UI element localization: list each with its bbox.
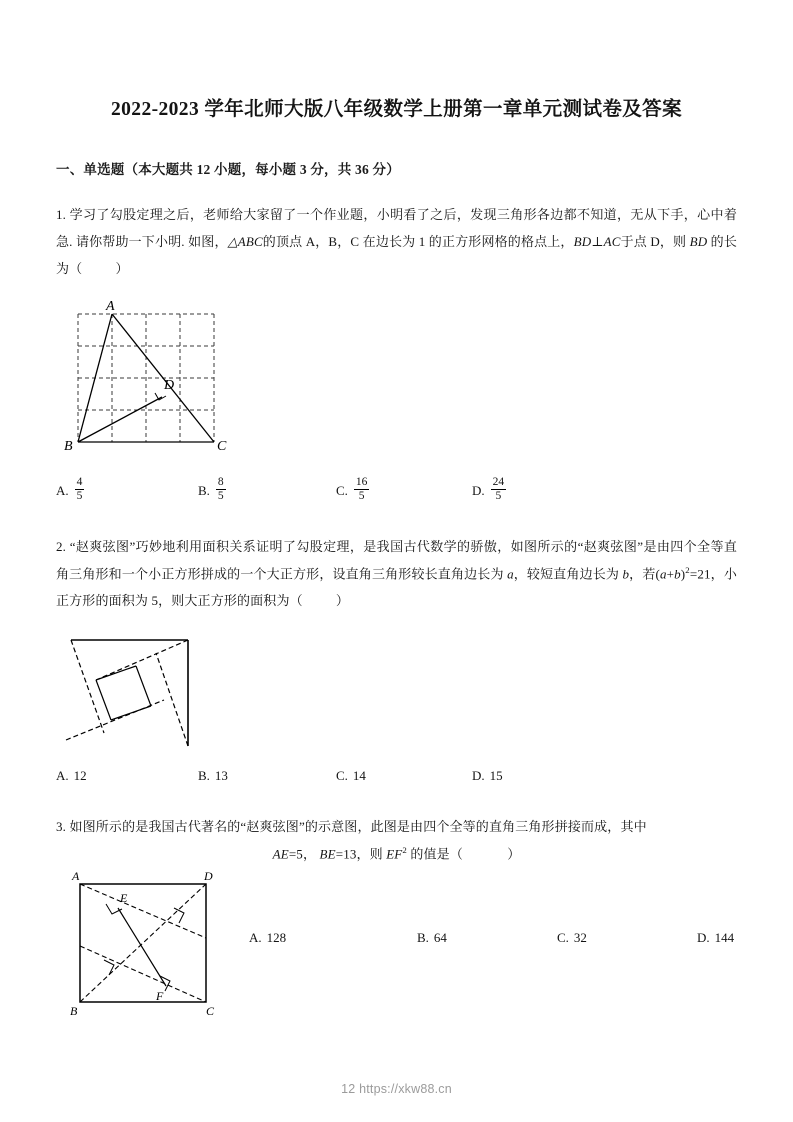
footer-watermark: 12 https://xkw88.cn (341, 1082, 452, 1096)
question-3-figure-row (56, 868, 737, 1018)
question-1-line-3a: 于点 D，则 (620, 233, 690, 249)
option-a-value: 12 (73, 768, 87, 784)
option-d-denominator: 5 (495, 490, 502, 503)
question-3-close: ） (507, 846, 521, 862)
question-3-option-d[interactable] (697, 930, 734, 946)
question-2-line-2b: ，较短直角 (513, 565, 580, 581)
label-f: F (156, 988, 164, 1003)
question-3-ae-segment: AE (272, 846, 289, 862)
question-2-option-c[interactable] (336, 768, 472, 784)
question-3-line-1: 如图所示的是我国古代著名的“赵爽弦图”的示意图，此图是由四个全等的直角三角形拼接而成，其中 (69, 819, 647, 835)
question-1-answer-blank (82, 261, 115, 276)
label-a: A (106, 299, 115, 315)
option-c-fraction (354, 476, 370, 503)
question-3-tail: 的值是（ (406, 846, 463, 862)
option-c-label: C. (336, 482, 348, 498)
question-1-option-a[interactable] (56, 477, 198, 504)
label-b: B (64, 439, 73, 455)
question-1-bd-length: BD (689, 233, 708, 249)
option-d-value: 15 (489, 768, 503, 784)
question-1 (56, 202, 737, 504)
question-3 (56, 814, 737, 1018)
question-2-formula-exponent: 2 (685, 564, 690, 575)
option-b-fraction (216, 476, 226, 503)
question-1-options (56, 477, 737, 504)
label-d: D (204, 868, 213, 883)
option-c-numerator: 16 (355, 476, 368, 489)
question-2-line-1: “赵爽弦图”巧妙地利用面积关系证明了勾股定理，是我国古代数学的骄傲，如图所示的“赵爽弦图” (69, 539, 644, 555)
ef-segment-line (118, 908, 166, 986)
question-2-line-3a: 边长为 (579, 565, 623, 581)
question-2-line-3c: ，小正方形的面积为 5，则大正方形的面积为（ (56, 565, 737, 608)
question-2-line-3b: ，若 (629, 565, 656, 581)
question-3-options (249, 868, 734, 946)
option-d-label: D. (472, 482, 485, 498)
option-d-value: 144 (714, 929, 735, 945)
section-header: 一、单选题（本大题共 12 小题，每小题 3 分，共 36 分） (56, 162, 400, 178)
label-e: E (120, 890, 128, 905)
question-2-formula-plus: + (666, 565, 675, 581)
option-a-label: A. (249, 929, 262, 945)
square-abcd-ef-figure (56, 868, 231, 1018)
question-2-formula-a: a (660, 565, 667, 581)
question-1-line-2a: 手，心中着急. 请你帮助一下小明. 如图， (56, 207, 737, 249)
right-angle-mark-d (155, 393, 166, 400)
grid-lines (78, 314, 214, 442)
option-c-label: C. (557, 929, 569, 945)
question-3-option-c[interactable] (557, 930, 697, 946)
question-2-formula-open: ( (655, 565, 660, 581)
question-2-answer-blank (303, 593, 336, 608)
option-b-value: 64 (433, 929, 447, 945)
question-1-number: 1. (56, 207, 67, 223)
question-2-text (56, 534, 737, 614)
option-b-label: B. (417, 929, 429, 945)
question-1-option-c[interactable] (336, 477, 472, 504)
question-1-figure-wrap (56, 296, 737, 461)
question-3-ef-segment: EF (386, 846, 403, 862)
option-b-value: 13 (214, 768, 228, 784)
question-2-var-b: b (622, 565, 630, 581)
option-c-value: 14 (352, 768, 366, 784)
question-2-line-3d: ） (335, 592, 350, 608)
question-3-option-a[interactable] (249, 930, 417, 946)
option-b-denominator: 5 (217, 490, 224, 503)
question-1-line-1: 学习了勾股定理之后，老师给大家留了一个作业题，小明看了之后，发现三角形各边都不知道，无从下 (69, 207, 671, 223)
option-d-label: D. (697, 929, 710, 945)
option-b-label: B. (198, 482, 210, 498)
label-c: C (217, 439, 227, 455)
option-a-numerator: 4 (76, 476, 83, 489)
label-b: B (70, 1003, 78, 1018)
option-a-label: A. (56, 482, 69, 498)
option-d-numerator: 24 (492, 476, 505, 489)
question-1-line-3c: ） (115, 260, 129, 276)
question-3-option-b[interactable] (417, 930, 557, 946)
question-2-option-b[interactable] (198, 768, 336, 784)
question-1-line-2b: 的顶点 A，B，C 在边长为 1 的正方形网格的格点上， (262, 233, 574, 249)
option-c-label: C. (336, 768, 348, 784)
question-2-var-a: a (507, 565, 514, 581)
question-3-separator: ， (302, 846, 317, 862)
option-a-label: A. (56, 768, 69, 784)
question-3-number: 3. (56, 819, 67, 835)
altitude-bd-line (78, 397, 162, 442)
question-1-ac-segment: AC (603, 233, 621, 249)
question-2-option-d[interactable] (472, 768, 503, 784)
question-2-figure-wrap (56, 628, 737, 758)
question-3-ef-exponent: 2 (402, 844, 407, 855)
question-3-be-segment: BE (319, 846, 336, 862)
question-3-ae-value: =5 (288, 846, 303, 862)
right-angle-marks (104, 904, 184, 991)
pinwheel-inner-square (96, 666, 151, 720)
question-3-answer-blank (463, 846, 507, 861)
question-1-option-b[interactable] (198, 477, 336, 504)
pinwheel-arms (66, 640, 188, 746)
question-2-number: 2. (56, 539, 67, 555)
option-b-label: B. (198, 768, 210, 784)
question-2-options (56, 768, 737, 784)
pinwheel-solid-edges (71, 640, 188, 746)
option-a-denominator: 5 (76, 490, 83, 503)
option-a-fraction (75, 476, 85, 503)
question-2 (56, 534, 737, 784)
label-a: A (72, 868, 80, 883)
question-2-line-2a: 是由四个全等直角三角形和一个小正方形拼成的一个大正方形，设直角三角形较长直角边长为 (56, 539, 737, 581)
label-c: C (206, 1003, 215, 1018)
option-d-label: D. (472, 768, 485, 784)
question-3-then: ，则 (356, 846, 387, 862)
zhaoshuang-pinwheel-figure (56, 628, 266, 758)
triangle-grid-figure (56, 296, 266, 461)
question-3-text (56, 814, 737, 841)
option-d-fraction (491, 476, 507, 503)
question-1-line-3b: 的长为（ (56, 233, 737, 276)
question-3-be-value: =13 (335, 846, 357, 862)
question-2-option-a[interactable] (56, 768, 198, 784)
question-1-perp-icon: ⊥ (591, 233, 604, 249)
option-b-numerator: 8 (217, 476, 224, 489)
question-1-triangle-abc: △ABC (227, 233, 263, 249)
option-c-denominator: 5 (358, 490, 365, 503)
question-2-formula-close: ) (680, 565, 686, 581)
question-2-formula-b: b (674, 565, 681, 581)
question-1-option-d[interactable] (472, 477, 507, 504)
option-c-value: 32 (573, 929, 587, 945)
label-d: D (164, 378, 175, 394)
option-a-value: 128 (266, 929, 287, 945)
question-1-text (56, 202, 737, 282)
question-3-text-line-2 (56, 841, 737, 868)
question-1-bd-segment: BD (573, 233, 592, 249)
question-2-formula-equals: =21 (689, 565, 711, 581)
inner-construction-lines (80, 884, 206, 1002)
page-title: 2022-2023 学年北师大版八年级数学上册第一章单元测试卷及答案 (111, 99, 682, 120)
